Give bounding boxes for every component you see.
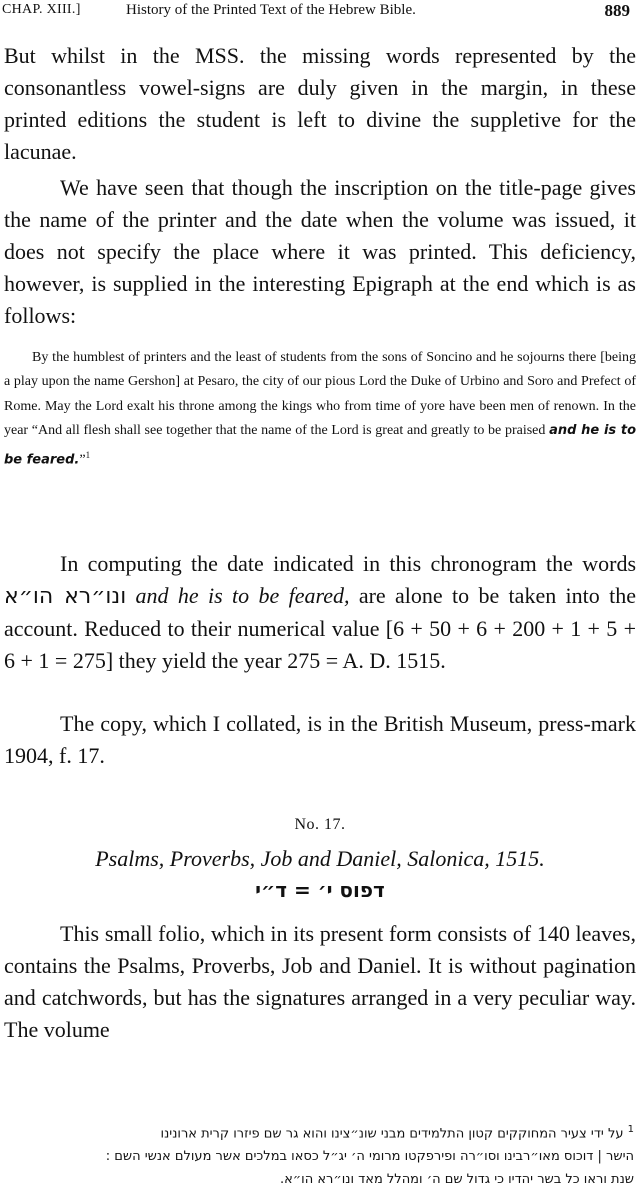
paragraph-chronogram — [4, 548, 636, 677]
footnote-reference[interactable]: 1 — [85, 450, 91, 461]
footnote-mark: 1 — [627, 1124, 634, 1135]
paragraph-epigraph-intro: We have seen that though the inscription on the title-page gives the name of the printer and the date when the volume was issued, it does not specify the place where it was printed. This deficiency, however, is supplied in the interesting Epigraph at the end which is as follows: — [4, 175, 636, 328]
footnote-line-text: שנת וראו כל בשר יהדיו כי גדול שם ה׳ ומהלל מאד ונו״רא הו״א. — [279, 1172, 634, 1188]
section-number: No. 17. — [294, 816, 346, 833]
chronogram-italic: and he is to be feared, — [135, 583, 350, 608]
footnote-line — [2, 1118, 634, 1145]
footnote — [2, 1118, 634, 1191]
footnote-line-text: על ידי צעיר המחוקקים קטון התלמידים מבני שונ״צינו והוא גר שם פיזרו קרית ארונינו — [160, 1126, 624, 1142]
chronogram-text-after: are alone to be taken into the account. Reduced to their numerical value [6 + 50 + 6 + 200 + 1 + 5 + 6 + 1 = 275] they yield the year 275 = A. D. 1515. — [4, 583, 636, 673]
footnote-line-text: הישר | דוכוס מאו״רבינו וסו״רה ופירפקטו מרומי ה׳ יג״ל כסאו במלכים אשר מעולם אנשי השם : — [105, 1149, 634, 1165]
running-header — [0, 0, 640, 26]
footnote-line — [2, 1168, 634, 1191]
chronogram-text-before: In computing the date indicated in this chronogram the words — [60, 551, 636, 576]
running-title: History of the Printed Text of the Hebrew Bible. — [126, 2, 416, 18]
chronogram-hebrew: ונו״רא הו״א — [4, 584, 127, 609]
paragraph-copy-location: The copy, which I collated, is in the British Museum, press-mark 1904, f. 17. — [4, 711, 636, 768]
epigraph-italic-tail: and he is to be feared. — [4, 422, 637, 468]
epigraph-quote — [4, 346, 636, 473]
epigraph-close-quote: ” — [79, 452, 86, 468]
paragraph-description: This small folio, which in its present form consists of 140 leaves, contains the Psalms, Proverbs, Job and Daniel. It is without pagination and catchwords, but has the signatures arranged in a very peculiar way. The volume — [4, 921, 636, 1042]
page-number: 889 — [604, 1, 630, 20]
section-title: Psalms, Proverbs, Job and Daniel, Salonica, 1515. — [95, 846, 545, 871]
paragraph-lacunae: But whilst in the MSS. the missing words represented by the consonantless vowel-signs are duly given in the margin, in these printed editions the student is left to divine the suppletive for the lacunae. — [4, 43, 636, 164]
section-hebrew-title: דפוס י׳ = ד״י — [255, 878, 385, 902]
chapter-label: CHAP. XIII.] — [2, 2, 81, 17]
epigraph-text: By the humblest of printers and the least of students from the sons of Soncino and he sojourns there [being a play upon the name Gershon] at Pesaro, the city of our pious Lord the Duke of Urbino and Soro and Prefect of Rome. May the Lord exalt his throne among the kings who from time of yore have been men of renown. In the year “And all flesh shall see together that the name of the Lord is great and greatly to be praised — [4, 350, 636, 438]
